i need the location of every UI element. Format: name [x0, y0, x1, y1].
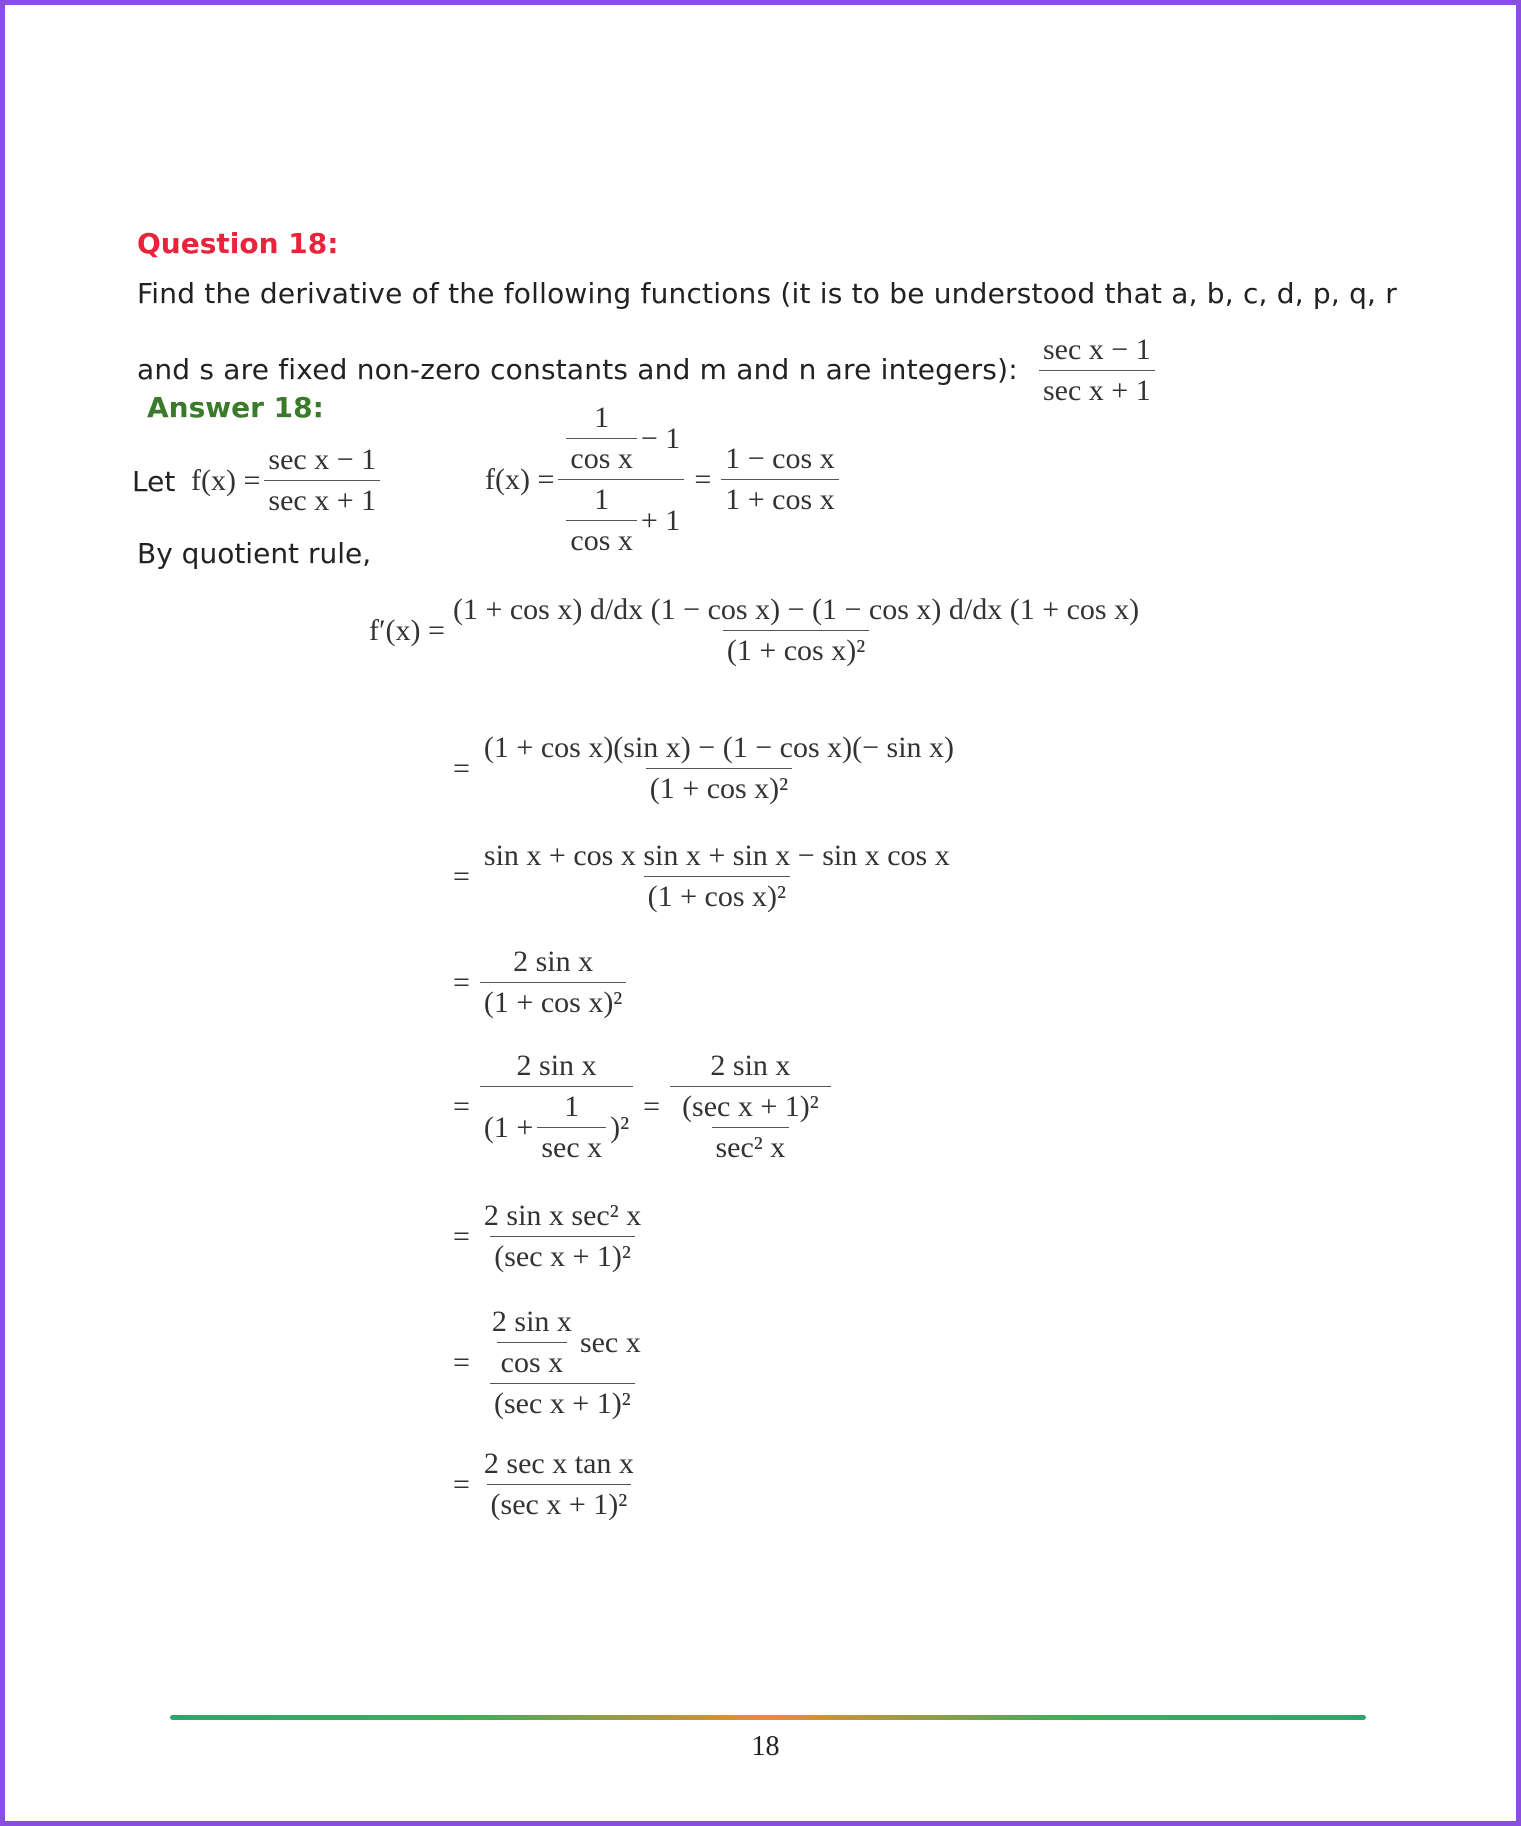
step-5b-numerator: 2 sin x [710, 1049, 791, 1082]
equals-sign: = [453, 859, 470, 893]
step-1-numerator: (1 + cos x) d/dx (1 − cos x) − (1 − cos x) d/dx (1 + cos x) [452, 593, 1140, 626]
equals-sign: = [453, 751, 470, 785]
step-5-numerator: 2 sin x [516, 1049, 597, 1082]
step-5 [447, 1049, 835, 1165]
step-7-num-cos: cos x [497, 1342, 568, 1380]
page-number: 18 [751, 1731, 780, 1762]
step-5-inner-den: sec x [537, 1127, 606, 1165]
step-6-numerator: 2 sin x sec² x [483, 1199, 642, 1232]
inner-num-cos: cos x [566, 438, 637, 476]
step-2 [447, 731, 962, 806]
let-expression [191, 443, 384, 518]
question-text-line2: and s are fixed non-zero constants and m and n are integers): [137, 353, 1018, 386]
question-function-denominator: sec x + 1 [1039, 370, 1155, 408]
let-denominator: sec x + 1 [264, 480, 380, 518]
step-4 [447, 945, 630, 1020]
step-5b-den-num: (sec x + 1)² [682, 1090, 819, 1123]
step-3-numerator: sin x + cos x sin x + sin x − sin x cos x [483, 839, 950, 872]
equals-sign: = [694, 462, 712, 496]
step-2-numerator: (1 + cos x)(sin x) − (1 − cos x)(− sin x) [483, 731, 955, 764]
rewrite-expression [485, 401, 843, 558]
step-5-den-right: )² [610, 1110, 630, 1144]
step-7 [447, 1305, 649, 1421]
equals-sign: = [453, 965, 470, 999]
let-f-of-x: f(x) = [191, 463, 261, 497]
step-2-denominator: (1 + cos x)² [646, 768, 792, 806]
equals-sign: = [453, 1467, 470, 1501]
step-8-denominator: (sec x + 1)² [487, 1484, 632, 1522]
step-8 [447, 1447, 642, 1522]
simplified-denominator: 1 + cos x [721, 479, 838, 517]
step-7-num-sin: 2 sin x [491, 1305, 572, 1338]
simplified-numerator: 1 − cos x [725, 442, 835, 475]
inner-minus-one: − 1 [640, 421, 681, 455]
step-1-denominator: (1 + cos x)² [723, 630, 869, 668]
equals-sign: = [643, 1090, 661, 1123]
equals-sign: = [453, 1090, 470, 1123]
question-text-line1: Find the derivative of the following functions (it is to be understood that a, b, c, d, p, q, r [137, 277, 1397, 310]
answer-title: Answer 18: [147, 391, 324, 424]
step-3-denominator: (1 + cos x)² [644, 876, 790, 914]
step-1 [369, 593, 1147, 668]
footer-separator [170, 1715, 1366, 1720]
step-5-inner-num: 1 [564, 1090, 580, 1123]
rewrite-lhs: f(x) = [485, 462, 555, 496]
inner-den-one: 1 [594, 483, 610, 516]
step-6-denominator: (sec x + 1)² [490, 1236, 635, 1274]
inner-num-one: 1 [594, 401, 610, 434]
step-7-denominator: (sec x + 1)² [490, 1383, 635, 1421]
step-8-numerator: 2 sec x tan x [483, 1447, 634, 1480]
step-4-denominator: (1 + cos x)² [480, 982, 626, 1020]
derivative-lhs: f′(x) = [369, 613, 445, 647]
equals-sign: = [453, 1346, 470, 1379]
step-5b-den-den: sec² x [712, 1127, 790, 1165]
step-4-numerator: 2 sin x [513, 945, 594, 978]
step-5-den-left: (1 + [483, 1110, 534, 1144]
let-numerator: sec x − 1 [268, 443, 377, 476]
question-function-numerator: sec x − 1 [1043, 333, 1151, 366]
let-label: Let [132, 465, 176, 498]
question-title: Question 18: [137, 227, 339, 260]
step-7-num-sec: sec x [579, 1325, 641, 1359]
question-function [1035, 333, 1159, 408]
step-6 [447, 1199, 649, 1274]
step-3 [447, 839, 958, 914]
inner-plus-one: + 1 [640, 503, 681, 537]
inner-den-cos: cos x [566, 520, 637, 558]
equals-sign: = [453, 1219, 470, 1253]
quotient-rule-label: By quotient rule, [137, 537, 372, 570]
